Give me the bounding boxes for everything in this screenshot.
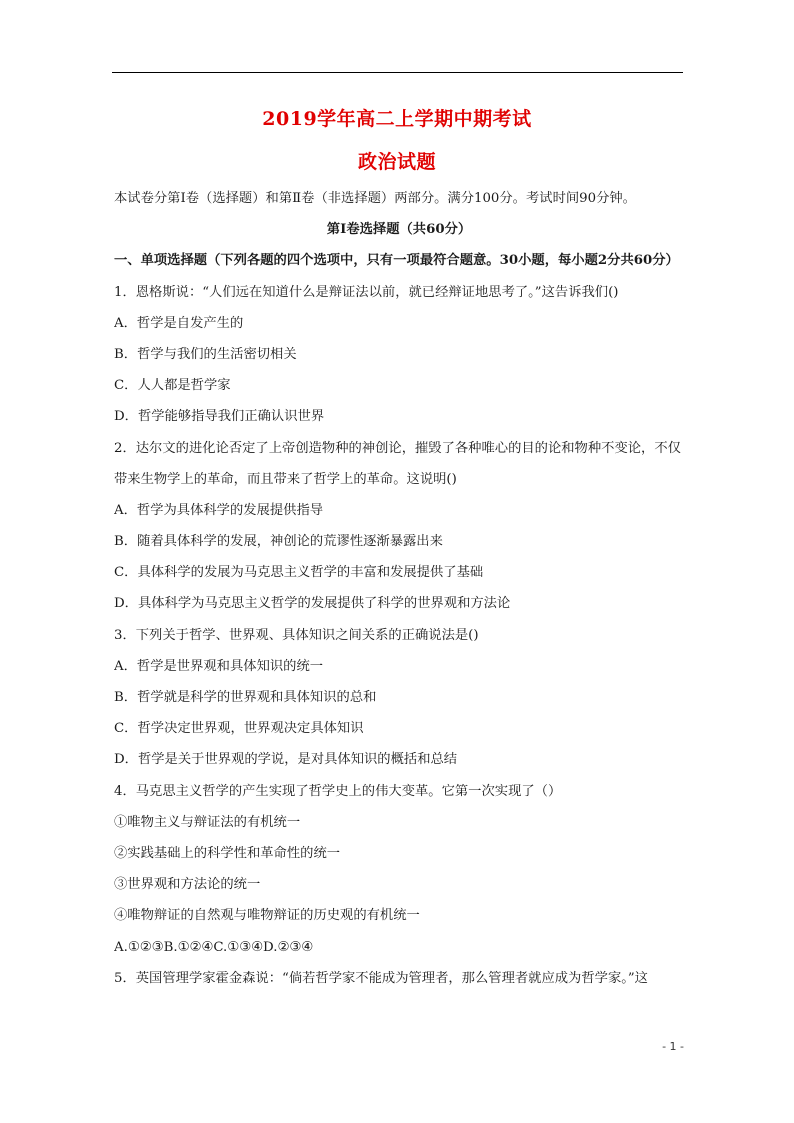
answer-choices: A.①②③B.①②④C.①③④D.②③④ <box>114 939 314 955</box>
part-heading: 第Ⅰ卷选择题（共60分） <box>326 222 472 238</box>
question-4 <box>114 776 684 963</box>
option-b: B．哲学就是科学的世界观和具体知识的总和 <box>114 690 377 706</box>
option-d: D．具体科学为马克思主义哲学的发展提供了科学的世界观和方法论 <box>114 596 511 612</box>
option-c: C．具体科学的发展为马克思主义哲学的丰富和发展提供了基础 <box>114 565 484 581</box>
option-b: B．哲学与我们的生活密切相关 <box>114 346 297 362</box>
option-c: C．哲学决定世界观，世界观决定具体知识 <box>114 721 364 737</box>
page-number: - 1 - <box>662 1040 684 1053</box>
statement-1: ①唯物主义与辩证法的有机统一 <box>114 814 301 830</box>
statement-3: ③世界观和方法论的统一 <box>114 877 261 893</box>
subject-title: 政治试题 <box>357 151 436 173</box>
option-a: A．哲学是世界观和具体知识的统一 <box>114 658 324 674</box>
document-body <box>114 183 684 994</box>
question-1 <box>114 277 684 433</box>
exam-title: 2019学年高二上学期中期考试 <box>262 108 532 130</box>
option-d: D．哲学能够指导我们正确认识世界 <box>114 409 325 425</box>
statement-4: ④唯物辩证的自然观与唯物辩证的历史观的有机统一 <box>114 908 420 924</box>
exam-instructions: 本试卷分第Ⅰ卷（选择题）和第Ⅱ卷（非选择题）两部分。满分100分。考试时间90分钟。 <box>114 191 636 206</box>
section-heading: 一、单项选择题（下列各题的四个选项中，只有一项最符合题意。30小题，每小题2分共60分） <box>114 253 679 269</box>
option-c: C．人人都是哲学家 <box>114 378 231 394</box>
question-stem: 2．达尔文的进化论否定了上帝创造物种的神创论，摧毁了各种唯心的目的论和物种不变论，不仅带来生物学上的革命，而且带来了哲学上的革命。这说明() <box>114 440 681 487</box>
question-stem: 4．马克思主义哲学的产生实现了哲学史上的伟大变革。它第一次实现了（） <box>114 783 562 799</box>
statement-2: ②实践基础上的科学性和革命性的统一 <box>114 845 341 861</box>
option-d: D．哲学是关于世界观的学说，是对具体知识的概括和总结 <box>114 752 458 768</box>
question-stem: 1．恩格斯说：“人们远在知道什么是辩证法以前，就已经辩证地思考了。”这告诉我们() <box>114 284 619 300</box>
option-a: A．哲学为具体科学的发展提供指导 <box>114 502 324 518</box>
question-stem: 3．下列关于哲学、世界观、具体知识之间关系的正确说法是() <box>114 627 479 643</box>
option-a: A．哲学是自发产生的 <box>114 315 244 331</box>
header-rule <box>112 72 683 73</box>
option-b: B．随着具体科学的发展，神创论的荒谬性逐渐暴露出来 <box>114 534 443 550</box>
question-stem: 5．英国管理学家霍金森说：“倘若哲学家不能成为管理者，那么管理者就应成为哲学家。”这 <box>114 970 648 986</box>
question-5 <box>114 963 684 994</box>
question-3 <box>114 620 684 776</box>
question-2 <box>114 433 684 620</box>
